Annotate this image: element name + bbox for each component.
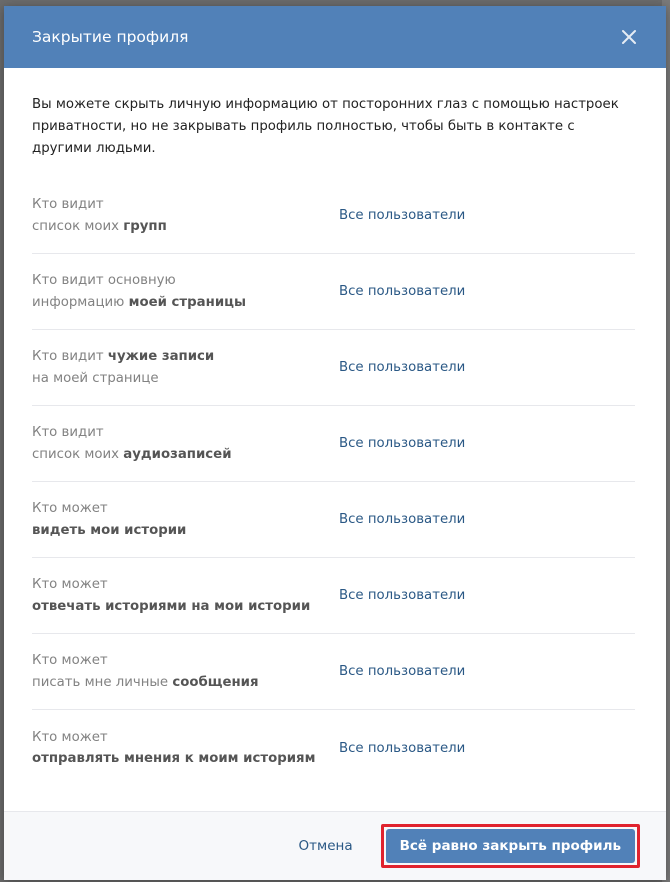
dialog-header	[4, 6, 666, 68]
setting-label	[32, 498, 339, 541]
label-text: список моих	[32, 446, 124, 462]
privacy-value-link[interactable]: Все пользователи	[339, 208, 466, 223]
setting-label	[32, 574, 339, 617]
label-text: писать мне личные	[32, 674, 173, 690]
label-emphasis: групп	[123, 218, 167, 234]
privacy-value-link[interactable]: Все пользователи	[339, 284, 466, 299]
label-text: Кто может	[32, 501, 108, 516]
privacy-value-link[interactable]: Все пользователи	[339, 664, 466, 679]
setting-row-messages	[32, 634, 635, 710]
intro-text: Вы можете скрыть личную информацию от посторонних глаз с помощью настроек приватности, но не закрывать профиль полностью, чтобы быть в контакте с другими людьми.	[32, 97, 619, 156]
label-emphasis: видеть мои истории	[32, 522, 187, 538]
label-text: на моей странице	[32, 370, 159, 386]
label-text: Кто может	[32, 653, 108, 668]
label-emphasis: сообщения	[172, 674, 259, 690]
setting-label	[32, 194, 339, 237]
label-emphasis: отправлять мнения к моим историям	[32, 751, 316, 766]
privacy-value-link[interactable]: Все пользователи	[339, 436, 466, 451]
label-text: Кто видит	[32, 425, 104, 440]
label-emphasis: чужие записи	[107, 349, 215, 364]
dialog-footer	[4, 811, 666, 880]
setting-label	[32, 727, 339, 770]
setting-row-audio	[32, 406, 635, 482]
setting-row-story-opinions	[32, 710, 635, 786]
privacy-value-link[interactable]: Все пользователи	[339, 588, 466, 603]
label-emphasis: аудиозаписей	[123, 446, 232, 462]
label-text: информацию	[32, 294, 129, 310]
setting-row-main-info	[32, 254, 635, 330]
label-text: Кто видит	[32, 349, 108, 364]
privacy-value-link[interactable]: Все пользователи	[339, 740, 466, 756]
label-text: Кто видит	[32, 197, 104, 212]
label-emphasis: отвечать историями на мои истории	[32, 598, 311, 614]
close-profile-dialog	[4, 6, 666, 880]
privacy-value-link[interactable]: Все пользователи	[339, 512, 466, 527]
setting-label	[32, 422, 339, 465]
label-text: Кто видит основную	[32, 273, 176, 288]
setting-label	[32, 346, 339, 389]
label-text: Кто может	[32, 729, 108, 745]
label-text: список моих	[32, 218, 124, 234]
label-emphasis: моей страницы	[128, 294, 247, 310]
close-profile-button[interactable]: Всё равно закрыть профиль	[386, 829, 635, 863]
setting-row-groups	[32, 178, 635, 254]
cancel-button[interactable]: Отмена	[298, 838, 353, 854]
dialog-title: Закрытие профиля	[32, 28, 189, 46]
privacy-value-link[interactable]: Все пользователи	[339, 360, 466, 375]
close-icon[interactable]	[618, 26, 640, 48]
dialog-body	[4, 68, 666, 786]
setting-row-reply-stories	[32, 558, 635, 634]
label-text: Кто может	[32, 577, 108, 592]
setting-row-view-stories	[32, 482, 635, 558]
setting-label	[32, 650, 339, 693]
setting-row-others-posts	[32, 330, 635, 406]
privacy-settings-list	[32, 178, 638, 786]
highlight-frame	[381, 824, 640, 868]
setting-label	[32, 270, 339, 313]
